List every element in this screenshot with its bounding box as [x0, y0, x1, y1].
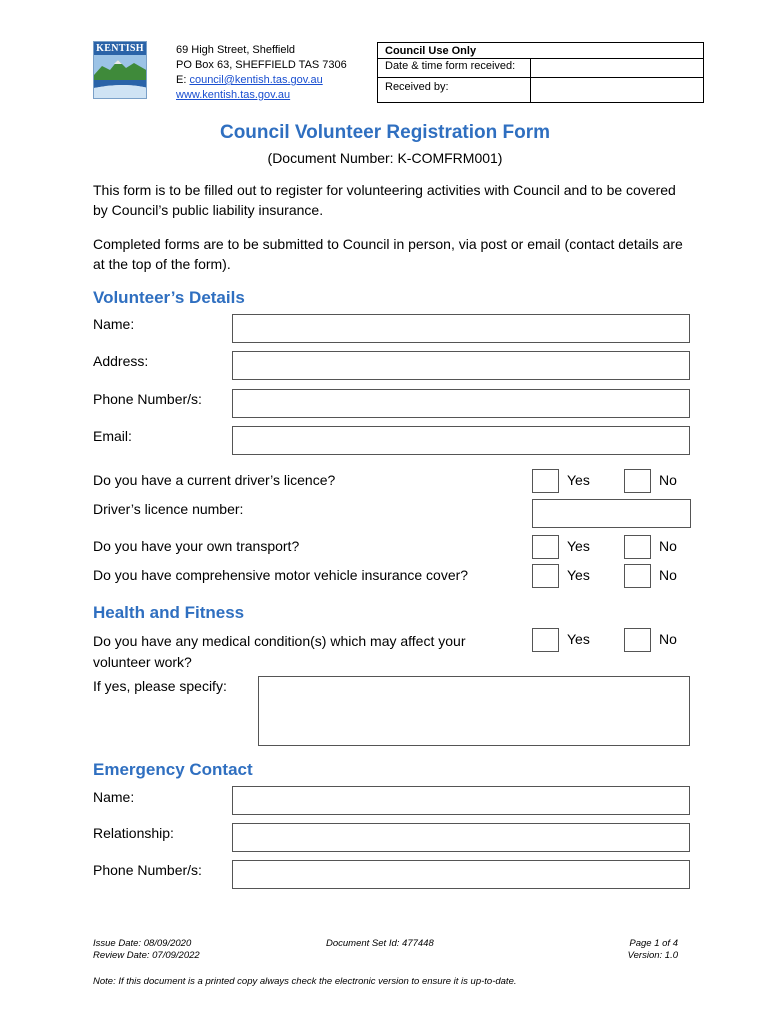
- intro-paragraph: This form is to be filled out to register for volunteering activities with Council and to be covered by Council’s public liability insurance.: [93, 182, 676, 218]
- page-number: Page 1 of 4: [629, 938, 678, 949]
- licence-yes-label: Yes: [567, 472, 590, 488]
- kentish-logo: [93, 41, 147, 99]
- section-health-fitness: Health and Fitness: [93, 603, 245, 622]
- medical-specify-field[interactable]: [258, 676, 690, 746]
- date-received-label: Date & time form received:: [385, 60, 516, 72]
- address-line-2: PO Box 63, SHEFFIELD TAS 7306: [176, 59, 347, 71]
- volunteer-name-field[interactable]: [232, 314, 690, 343]
- section-emergency-contact: Emergency Contact: [93, 760, 253, 779]
- divider: [530, 58, 531, 103]
- medical-question-line-1: Do you have any medical condition(s) which may affect your: [93, 633, 466, 649]
- submission-paragraph: Completed forms are to be submitted to Council in person, via post or email (contact details are at the top of the form).: [93, 236, 683, 272]
- emergency-phone-field[interactable]: [232, 860, 690, 889]
- licence-no-label: No: [659, 472, 677, 488]
- licence-yes-checkbox[interactable]: [532, 469, 559, 493]
- divider: [378, 77, 703, 78]
- email-link[interactable]: council@kentish.tas.gov.au: [189, 74, 323, 86]
- licence-number-field[interactable]: [532, 499, 691, 528]
- medical-yes-checkbox[interactable]: [532, 628, 559, 652]
- volunteer-address-label: Address:: [93, 353, 149, 369]
- section-volunteer-details: Volunteer’s Details: [93, 288, 245, 307]
- volunteer-phone-label: Phone Number/s:: [93, 391, 202, 407]
- issue-date: Issue Date: 08/09/2020: [93, 938, 192, 949]
- insurance-yes-checkbox[interactable]: [532, 564, 559, 588]
- form-title: Council Volunteer Registration Form: [219, 122, 551, 143]
- medical-question-line-2: volunteer work?: [93, 654, 192, 670]
- transport-yes-label: Yes: [567, 538, 590, 554]
- version: Version: 1.0: [627, 950, 678, 961]
- address-email-row: [176, 73, 347, 88]
- document-number: (Document Number: K-COMFRM001): [267, 150, 503, 166]
- transport-no-checkbox[interactable]: [624, 535, 651, 559]
- council-address: [176, 43, 347, 103]
- emergency-name-field[interactable]: [232, 786, 690, 815]
- footer-note: Note: If this document is a printed copy always check the electronic version to ensure it is up-to-date.: [93, 976, 517, 987]
- volunteer-name-label: Name:: [93, 316, 135, 332]
- medical-specify-label: If yes, please specify:: [93, 678, 227, 694]
- logo-text: KENTISH: [94, 42, 146, 55]
- licence-question: Do you have a current driver’s licence?: [93, 472, 336, 488]
- footer-page-info: [560, 938, 678, 962]
- footer-dates: [93, 938, 200, 962]
- medical-no-label: No: [659, 631, 677, 647]
- insurance-no-label: No: [659, 567, 677, 583]
- emergency-relationship-field[interactable]: [232, 823, 690, 852]
- council-use-title: Council Use Only: [385, 45, 477, 57]
- transport-question: Do you have your own transport?: [93, 538, 300, 554]
- volunteer-address-field[interactable]: [232, 351, 690, 380]
- licence-no-checkbox[interactable]: [624, 469, 651, 493]
- emergency-relationship-label: Relationship:: [93, 825, 174, 841]
- website-link[interactable]: www.kentish.tas.gov.au: [176, 89, 291, 101]
- emergency-name-label: Name:: [93, 789, 135, 805]
- council-use-box: [377, 42, 704, 103]
- insurance-yes-label: Yes: [567, 567, 590, 583]
- received-by-label: Received by:: [385, 81, 449, 93]
- medical-yes-label: Yes: [567, 631, 590, 647]
- review-date: Review Date: 07/09/2022: [93, 950, 200, 961]
- divider: [378, 58, 703, 59]
- volunteer-email-field[interactable]: [232, 426, 690, 455]
- medical-no-checkbox[interactable]: [624, 628, 651, 652]
- transport-no-label: No: [659, 538, 677, 554]
- transport-yes-checkbox[interactable]: [532, 535, 559, 559]
- insurance-question: Do you have comprehensive motor vehicle insurance cover?: [93, 567, 469, 583]
- email-prefix: E:: [176, 74, 190, 86]
- document-set-id: Document Set Id: 477448: [326, 938, 434, 949]
- licence-number-label: Driver’s licence number:: [93, 501, 244, 517]
- logo-graphic: [94, 42, 147, 99]
- emergency-phone-label: Phone Number/s:: [93, 862, 202, 878]
- volunteer-phone-field[interactable]: [232, 389, 690, 418]
- insurance-no-checkbox[interactable]: [624, 564, 651, 588]
- address-line-1: 69 High Street, Sheffield: [176, 44, 296, 56]
- medical-question: [93, 631, 465, 673]
- volunteer-email-label: Email:: [93, 428, 132, 444]
